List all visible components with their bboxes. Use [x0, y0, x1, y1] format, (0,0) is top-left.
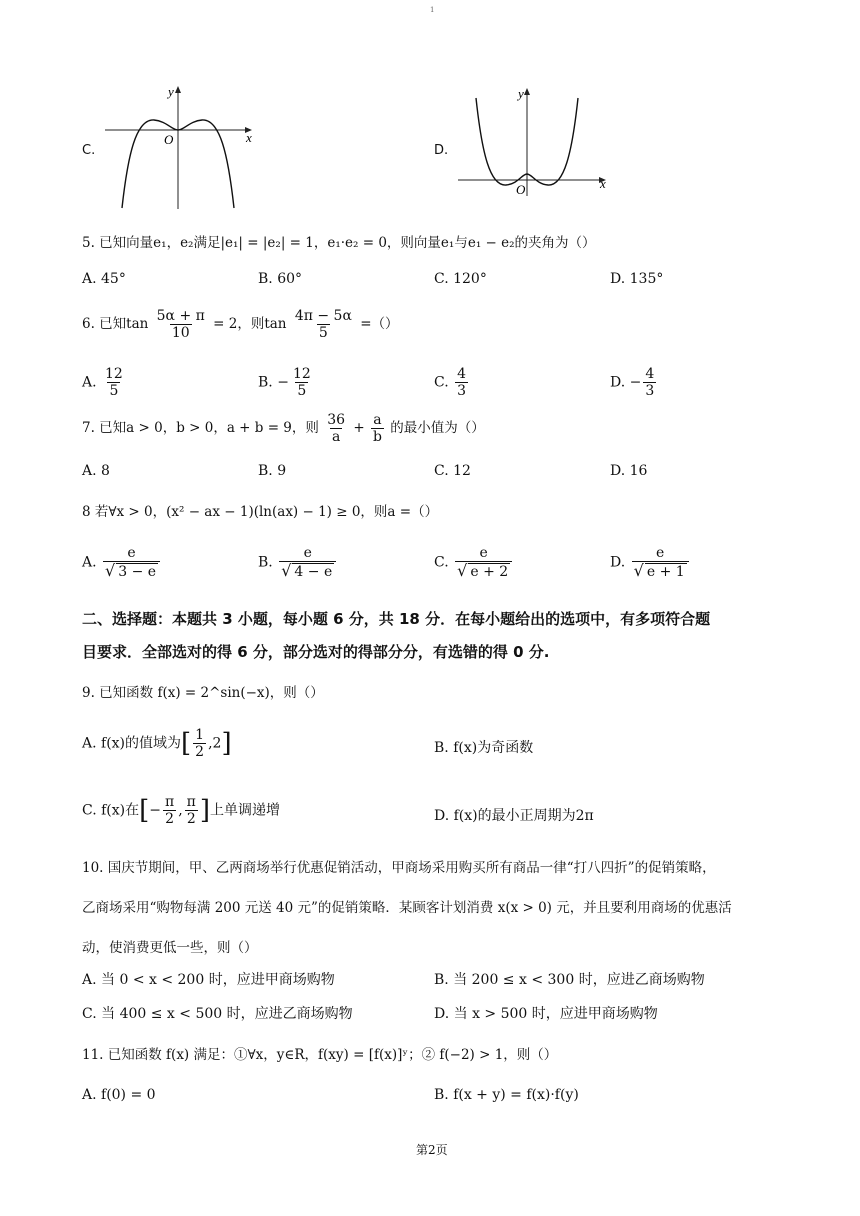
q9-a-frac [193, 727, 206, 760]
q8-a-den [103, 561, 160, 580]
q7-f1-den: a [331, 429, 341, 446]
q7-prefix: 7. 已知a > 0，b > 0，a + b = 9，则 [82, 420, 319, 437]
q8-d-num: e [656, 545, 665, 561]
q9-c-d1: 2 [165, 811, 175, 828]
q6-f2-num: 4π − 5α [294, 308, 352, 324]
q9-c-n2: π [186, 794, 196, 810]
q6-prefix: 6. 已知tan [82, 316, 149, 333]
q6-b-sign: − [277, 374, 289, 391]
q8-stem: 8 若∀x > 0，(x² − ax − 1)(ln(ax) − 1) ≥ 0，则a =（） [82, 504, 439, 520]
q8-c-den [455, 561, 512, 580]
graph-d-label: D. [434, 143, 449, 158]
q9-option-d: D. f(x)的最小正周期为2π [434, 808, 594, 824]
q9-c-frac-2 [185, 794, 198, 827]
q8-option-b [258, 545, 338, 580]
q8-d-den [632, 561, 689, 580]
q5-stem: 5. 已知向量e₁，e₂满足|e₁| = |e₂| = 1，e₁·e₂ = 0，则向量e₁与e₁ − e₂的夹角为（） [82, 235, 596, 251]
sqrt-icon: √ [281, 561, 292, 581]
q10-line2: 乙商场采用“购物每满 200 元送 40 元”的促销策略．某顾客计划消费 x(x > 0) 元，并且要利用商场的优惠活 [82, 900, 732, 916]
q6-c-label: C. [434, 374, 449, 391]
q6-option-c [434, 366, 470, 399]
q9-c-neg: − [149, 802, 162, 819]
left-bracket: [ [181, 728, 192, 759]
q7-option-c: C. 12 [434, 463, 471, 479]
graph-c-origin: O [164, 132, 174, 147]
q9-c-suffix: 上单调递增 [210, 802, 281, 819]
q6-option-a [82, 366, 127, 399]
q7-f2-num: a [373, 412, 382, 428]
q9-option-a [82, 727, 232, 760]
q8-c-rad: e + 2 [470, 564, 509, 581]
q9-a-num: 1 [195, 727, 205, 743]
q8-b-rad: 4 − e [294, 564, 333, 581]
q7-option-d: D. 16 [610, 463, 648, 479]
q6-b-num: 12 [292, 366, 311, 382]
q9-a-prefix: A. f(x)的值域为 [82, 735, 182, 752]
q6-f2-den: 5 [318, 325, 328, 342]
q7-f2-den: b [372, 429, 382, 446]
q7-f1-num: 36 [327, 412, 346, 428]
q10-line3: 动，使消费更低一些，则（） [82, 940, 258, 956]
q5-option-b: B. 60° [258, 271, 303, 287]
page-mark: 1 [430, 6, 435, 14]
graph-c-y-label: y [168, 84, 174, 99]
q8-a-label: A. [82, 554, 97, 571]
q6-f1-den: 10 [171, 325, 190, 342]
q8-option-c [434, 545, 514, 580]
q6-d-den: 3 [645, 383, 655, 400]
q6-b-label: B. [258, 374, 273, 391]
q6-b-frac [291, 366, 313, 399]
q9-stem: 9. 已知函数 f(x) = 2^sin(−x)，则（） [82, 685, 324, 701]
q11-option-b: B. f(x + y) = f(x)·f(y) [434, 1087, 579, 1103]
sqrt-icon: √ [105, 561, 116, 581]
q8-c-label: C. [434, 554, 449, 571]
q5-option-a: A. 45° [82, 271, 126, 287]
q6-d-label: D. [610, 374, 626, 391]
q6-c-frac [455, 366, 468, 399]
q9-c-n1: π [165, 794, 175, 810]
section2-heading-line1: 二、选择题：本题共 3 小题，每小题 6 分，共 18 分．在每小题给出的选项中，有多项符合题 [82, 610, 711, 628]
q11-stem: 11. 已知函数 f(x) 满足：①∀x，y∈R，f(xy) = [f(x)]ʸ；② f(−2) > 1，则（） [82, 1047, 558, 1063]
graph-d-x-label: x [600, 176, 606, 191]
q7-fraction-2 [371, 412, 384, 445]
q9-option-c: C. f(x)在[− $\frac{\pi}{2}$ , $\frac{\pi}{2}$ ]上单调递增 [82, 794, 281, 828]
q5-option-c: C. 120° [434, 271, 487, 287]
q6-fraction-2 [293, 308, 354, 341]
q6-option-b [258, 366, 315, 399]
q6-d-frac [643, 366, 656, 399]
q10-option-d: D. 当 x > 500 时，应进甲商场购物 [434, 1006, 658, 1022]
q8-option-a [82, 545, 162, 580]
q8-d-label: D. [610, 554, 626, 571]
q9-option-b: B. f(x)为奇函数 [434, 740, 534, 756]
q6-a-frac [103, 366, 125, 399]
q6-option-d [610, 366, 658, 399]
q7-plus: + [353, 420, 365, 437]
q8-c-frac [455, 545, 512, 580]
q9-a-tail: ,2 [208, 735, 222, 752]
q6-fraction-1 [155, 308, 207, 341]
q6-b-den: 5 [297, 383, 307, 400]
sqrt-icon: √ [633, 561, 644, 581]
right-bracket: ] [199, 795, 211, 826]
q7-option-b: B. 9 [258, 463, 287, 479]
q6-d-sign: − [629, 374, 642, 391]
q7-fraction-1 [325, 412, 347, 445]
left-bracket: [ [139, 795, 150, 826]
q5-option-d: D. 135° [610, 271, 664, 287]
q8-a-frac [103, 545, 160, 580]
graph-c-x-label: x [246, 130, 252, 145]
q6-mid: = 2，则tan [213, 316, 287, 333]
q9-c-prefix: C. f(x)在 [82, 802, 140, 819]
q7-stem [82, 412, 485, 445]
q8-d-frac [632, 545, 689, 580]
q8-b-num: e [303, 545, 312, 561]
graph-d-origin: O [516, 182, 526, 197]
q7-option-a: A. 8 [82, 463, 110, 479]
sqrt-icon: √ [457, 561, 468, 581]
graph-c [100, 84, 260, 214]
q8-a-rad: 3 − e [118, 564, 157, 581]
q8-option-d [610, 545, 691, 580]
q6-a-den: 5 [109, 383, 119, 400]
q6-d-num: 4 [645, 366, 655, 382]
q6-stem [82, 308, 399, 341]
q9-a-den: 2 [195, 744, 205, 761]
q8-c-num: e [479, 545, 488, 561]
q8-b-label: B. [258, 554, 273, 571]
right-bracket: ] [221, 728, 232, 759]
q8-b-den [279, 561, 336, 580]
q8-b-frac [279, 545, 336, 580]
q10-line1: 10. 国庆节期间，甲、乙两商场举行优惠促销活动，甲商场采用购买所有商品一律“打八四折”的促销策略， [82, 860, 716, 876]
q6-suffix: =（） [360, 316, 399, 333]
q10-option-c: C. 当 400 ≤ x < 500 时，应进乙商场购物 [82, 1006, 353, 1022]
q8-a-num: e [127, 545, 136, 561]
q6-a-num: 12 [105, 366, 123, 382]
page-number: 第2页 [416, 1143, 448, 1157]
q9-c-frac-1 [163, 794, 176, 827]
q9-c-d2: 2 [186, 811, 196, 828]
section2-heading-line2: 目要求．全部选对的得 6 分，部分选对的得部分分，有选错的得 0 分. [82, 643, 550, 661]
q7-suffix: 的最小值为（） [390, 420, 485, 437]
q8-d-rad: e + 1 [646, 564, 685, 581]
q6-c-num: 4 [457, 366, 467, 382]
q6-a-label: A. [82, 374, 97, 391]
q10-option-b: B. 当 200 ≤ x < 300 时，应进乙商场购物 [434, 972, 705, 988]
q11-option-a: A. f(0) = 0 [82, 1087, 156, 1103]
graph-c-label: C. [82, 143, 96, 158]
graph-d-y-label: y [518, 86, 524, 101]
q6-f1-num: 5α + π [156, 308, 205, 324]
q6-c-den: 3 [457, 383, 467, 400]
graph-d [456, 84, 616, 214]
q10-option-a: A. 当 0 < x < 200 时，应进甲商场购物 [82, 972, 335, 988]
